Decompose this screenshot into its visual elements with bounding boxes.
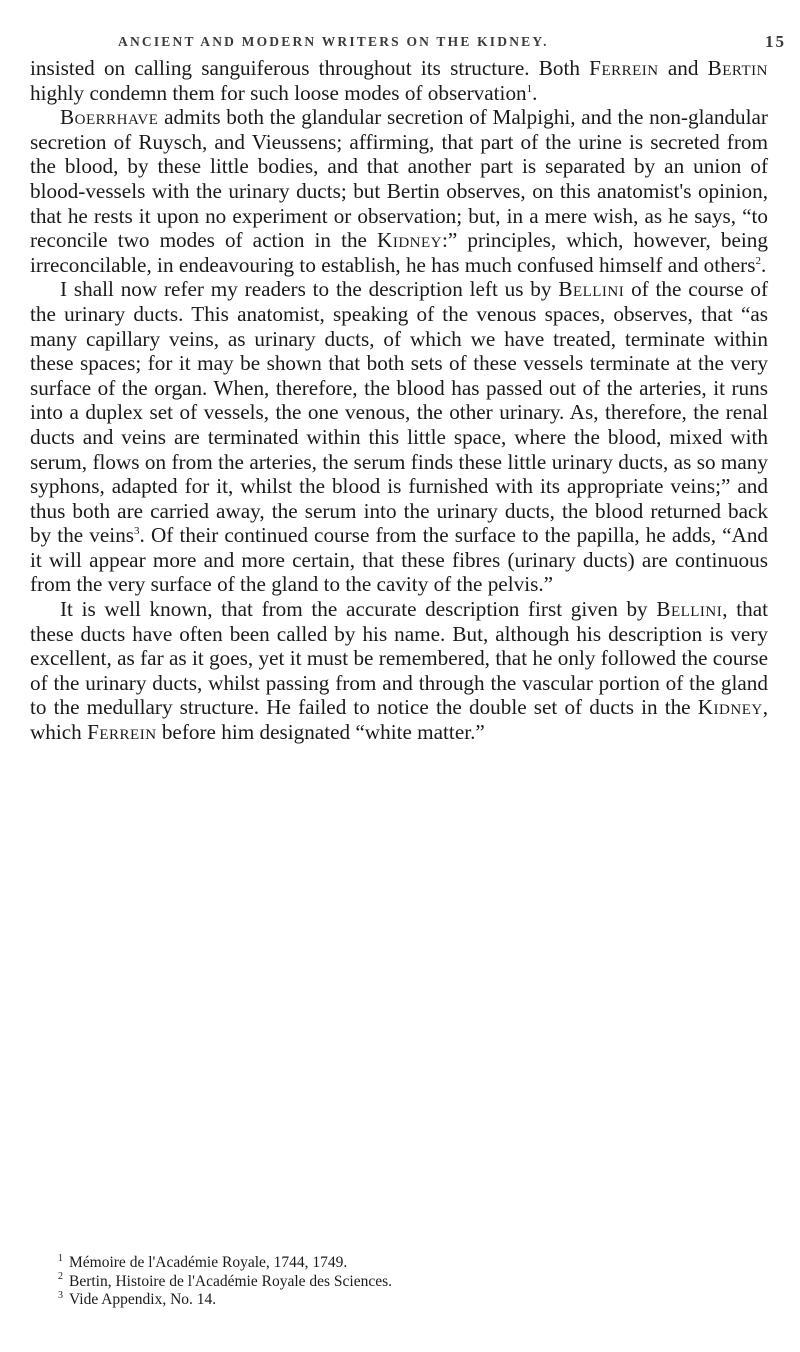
footnote-reference: 1 bbox=[526, 82, 533, 95]
footnote bbox=[58, 1291, 758, 1310]
organ-name: Kidney bbox=[377, 228, 443, 253]
paragraph-2: Boerrhave admits both the glandular secretion of Malpighi, and the non-glandular secretion of Ruysch, and Vieussens; affirming, that part of the urine is secreted from the blood, by these little bodies, and that another part is separated by an union of blood-vessels with the urinary ducts; but Bertin observes, on this anatomist's opinion, that he rests it upon no experiment or observation; but, in a mere wish, as he says, “to reconcile two modes of action in the Kidney:” principles, which, however, being irreconcilable, in endeavouring to establish, he has much confused himself and others$^2$. bbox=[30, 105, 768, 277]
author-name: Bellini bbox=[558, 277, 625, 302]
body-text bbox=[30, 56, 768, 745]
author-name: Bellini bbox=[656, 597, 723, 622]
organ-name: Kidney bbox=[697, 695, 763, 720]
footnote-mark: 2 bbox=[58, 1271, 63, 1283]
footnote-mark: 1 bbox=[58, 1252, 63, 1264]
footnote-reference: 2 bbox=[755, 254, 761, 267]
author-name: Boerrhave bbox=[60, 105, 159, 130]
footnote bbox=[58, 1273, 758, 1292]
paragraph-4: It is well known, that from the accurate description first given by Bellini, that these ducts have often been called by his name. But, although his description is very excellent, as far as it goes, yet it must be remembered, that he only followed the course of the urinary ducts, whilst passing from and through the vascular portion of the gland to the medullary structure. He failed to notice the double set of ducts in the Kidney, which Ferrein before him designated “white matter.” bbox=[30, 597, 768, 745]
page-number: 15 bbox=[765, 32, 786, 51]
author-name: Bertin bbox=[707, 56, 769, 80]
footnote bbox=[58, 1254, 758, 1273]
running-head: ANCIENT AND MODERN WRITERS ON THE KIDNEY. bbox=[118, 34, 549, 49]
author-name: Ferrein bbox=[589, 56, 659, 80]
page-header bbox=[0, 22, 800, 58]
paragraph-1: insisted on calling sanguiferous throughout its structure. Both Ferrein and Bertin highly condemn them for such loose modes of observation$^1$. bbox=[30, 56, 769, 105]
footnote-reference: 3 bbox=[134, 525, 140, 538]
footnotes bbox=[58, 1254, 758, 1310]
footnote-mark: 3 bbox=[58, 1289, 63, 1301]
footnote-text: Bertin, Histoire de l'Académie Royale des Sciences. bbox=[69, 1272, 393, 1290]
footnote-text: Mémoire de l'Académie Royale, 1744, 1749. bbox=[69, 1254, 348, 1271]
author-name: Ferrein bbox=[87, 720, 157, 745]
paragraph-3: I shall now refer my readers to the description left us by Bellini of the course of the urinary ducts. This anatomist, speaking of the venous spaces, observes, that “as many capillary veins, as urinary ducts, of which we have treated, terminate within these spaces; for it may be shown that both sets of these vessels terminate at the very surface of the organ. When, therefore, the blood has passed out of the arteries, it runs into a duplex set of vessels, the one venous, the other urinary. As, therefore, the renal ducts and veins are terminated within this little space, where the blood, mixed with serum, flows on from the arteries, the serum finds these little urinary ducts, as so many syphons, adapted for it, whilst the blood is furnished with its appropriate veins;” and thus both are carried away, the serum into the urinary ducts, the blood returned back by the veins$^3$. Of their continued course from the surface to the papilla, he adds, “And it will appear more and more certain, that these fibres (urinary ducts) are continuous from the very surface of the gland to the cavity of the pelvis.” bbox=[30, 277, 769, 597]
footnote-text: Vide Appendix, No. 14. bbox=[69, 1291, 217, 1308]
